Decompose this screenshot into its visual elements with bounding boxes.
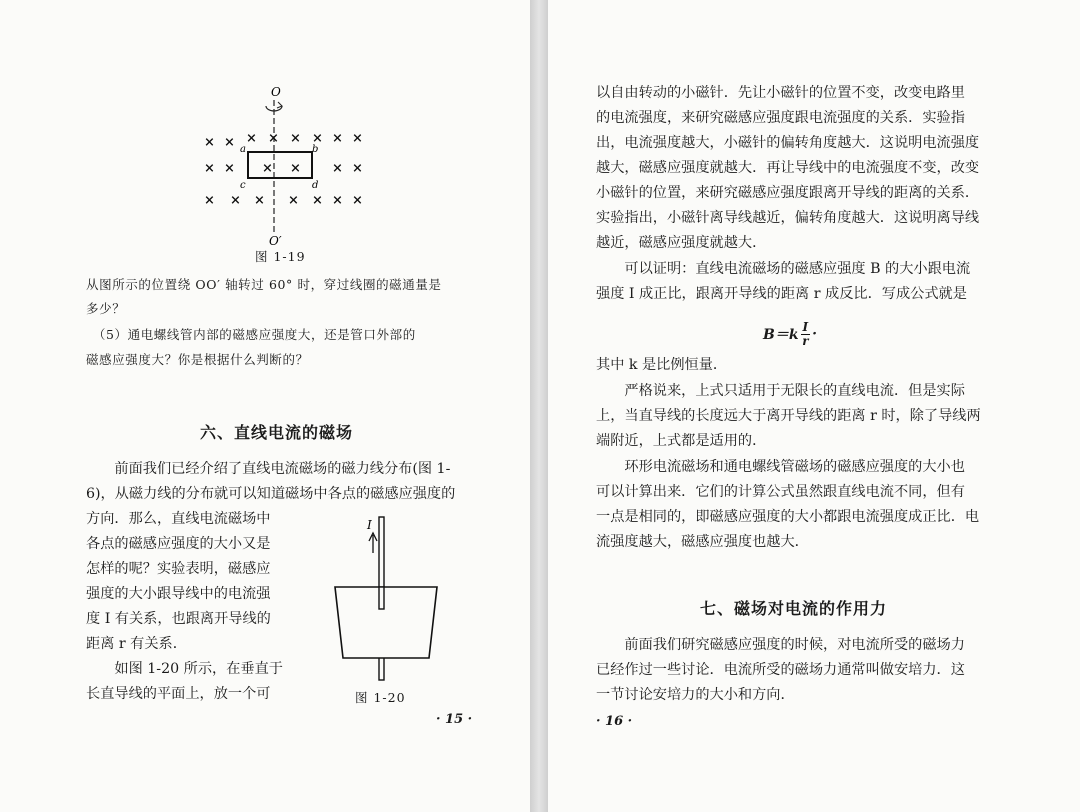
body-line: 强度 I 成正比，跟离开导线的距离 r 成反比．写成公式就是: [596, 286, 967, 302]
body-line: 各点的磁感应强度的大小又是: [86, 536, 271, 552]
figure-1-19-caption: 图 1-19: [255, 249, 306, 264]
coil-label-d: d: [312, 180, 319, 191]
page-number: · 15 ·: [436, 712, 473, 727]
field-cross-mark: ×: [204, 161, 215, 176]
section-heading-7: 七、磁场对电流的作用力: [700, 599, 888, 618]
body-line: 实验指出，小磁针离导线越近，偏转角度越大．这说明离导线: [596, 210, 980, 226]
body-line: 强度的大小跟导线中的电流强: [86, 586, 271, 602]
field-cross-mark: ×: [332, 131, 343, 146]
body-line: 方向．那么，直线电流磁场中: [86, 511, 271, 527]
section-heading-6: 六、直线电流的磁场: [200, 423, 354, 442]
body-line: 度 I 有关系，也跟离开导线的: [86, 611, 271, 627]
body-line: 6)，从磁力线的分布就可以知道磁场中各点的磁感应强度的: [86, 486, 456, 502]
horizontal-plane: [335, 587, 437, 658]
body-line: 其中 k 是比例恒量．: [596, 357, 728, 373]
body-line: 越近，磁感应强度就越大．: [596, 235, 767, 251]
exercise-line: 从图所示的位置绕 OO′ 轴转过 60° 时，穿过线圈的磁通量是: [86, 277, 442, 292]
body-line: 已经作过一些讨论．电流所受的磁场力通常叫做安培力．这: [596, 662, 965, 678]
axis-label-bottom: O′: [269, 234, 282, 248]
exercise-line: 磁感应强度大？你是根据什么判断的？: [86, 352, 309, 367]
field-cross-mark: ×: [262, 161, 273, 176]
left-page: [0, 0, 530, 812]
field-cross-mark: ×: [312, 193, 323, 208]
body-line: 一点是相同的，即磁感应强度的大小都跟电流强度成正比．电: [596, 509, 980, 525]
field-cross-mark: ×: [352, 161, 363, 176]
field-cross-mark: ×: [230, 193, 241, 208]
field-cross-mark: ×: [268, 131, 279, 146]
field-cross-mark: ×: [254, 193, 265, 208]
field-cross-mark: ×: [332, 193, 343, 208]
book-gutter: [530, 0, 548, 812]
field-cross-mark: ×: [352, 193, 363, 208]
figure-1-20-caption: 图 1-20: [355, 690, 406, 705]
formula-end: ·: [812, 326, 818, 342]
axis-label-top: O: [271, 85, 281, 99]
body-line: 小磁针的位置，来研究磁感应强度跟离开导线的距离的关系．: [596, 185, 980, 201]
body-line: 前面我们研究磁感应强度的时候，对电流所受的磁场力: [596, 637, 965, 653]
body-line: 可以计算出来．它们的计算公式虽然跟直线电流不同，但有: [596, 484, 965, 500]
body-line: 越大，磁感应强度就越大．再让导线中的电流强度不变，改变: [596, 160, 980, 176]
body-line: 怎样的呢？实验表明，磁感应: [86, 561, 271, 577]
body-line: 以自由转动的小磁针．先让小磁针的位置不变，改变电路里: [596, 85, 965, 101]
body-line: 前面我们已经介绍了直线电流磁场的磁力线分布(图 1-: [86, 461, 451, 477]
figure-1-20: [325, 515, 445, 685]
field-cross-mark: ×: [246, 131, 257, 146]
field-cross-mark: ×: [312, 131, 323, 146]
formula-lhs: B＝k: [763, 327, 799, 343]
formula-fraction: [801, 321, 811, 348]
body-line: 距离 r 有关系．: [86, 636, 187, 652]
formula-numerator: I: [802, 319, 809, 334]
field-cross-mark: ×: [290, 161, 301, 176]
exercise-line: （5）通电螺线管内部的磁感应强度大，还是管口外部的: [86, 327, 416, 342]
body-line: 出，电流强度越大，小磁针的偏转角度越大．这说明电流强度: [596, 135, 980, 151]
body-line: 严格说来，上式只适用于无限长的直线电流．但是实际: [596, 383, 965, 399]
coil-label-b: b: [312, 144, 319, 155]
exercise-line: 多少？: [86, 301, 126, 316]
coil-label-a: a: [240, 144, 246, 155]
field-cross-mark: ×: [224, 135, 235, 150]
body-line: 端附近，上式都是适用的．: [596, 433, 767, 449]
right-page: [548, 0, 1080, 812]
body-line: 一节讨论安培力的大小和方向．: [596, 687, 795, 703]
body-line: 长直导线的平面上，放一个可: [86, 686, 271, 702]
field-cross-mark: ×: [290, 131, 301, 146]
current-label: I: [367, 518, 372, 532]
formula: [763, 314, 817, 354]
coil-label-c: c: [240, 180, 246, 191]
coil-rectangle: [248, 152, 312, 178]
field-cross-mark: ×: [224, 161, 235, 176]
body-line: 环形电流磁场和通电螺线管磁场的磁感应强度的大小也: [596, 459, 965, 475]
page-number: · 16 ·: [596, 714, 633, 729]
field-cross-mark: ×: [332, 161, 343, 176]
field-cross-mark: ×: [204, 193, 215, 208]
body-line: 流强度越大，磁感应强度也越大．: [596, 534, 809, 550]
field-cross-mark: ×: [288, 193, 299, 208]
body-line: 上，当直导线的长度远大于离开导线的距离 r 时，除了导线两: [596, 408, 981, 424]
formula-denominator: r: [802, 333, 809, 348]
figure-1-19: [190, 80, 380, 252]
body-line: 如图 1-20 所示，在垂直于: [86, 661, 283, 677]
field-cross-mark: ×: [204, 135, 215, 150]
body-line: 可以证明：直线电流磁场的磁感应强度 B 的大小跟电流: [596, 261, 971, 277]
body-line: 的电流强度，来研究磁感应强度跟电流强度的关系．实验指: [596, 110, 965, 126]
field-cross-mark: ×: [352, 131, 363, 146]
